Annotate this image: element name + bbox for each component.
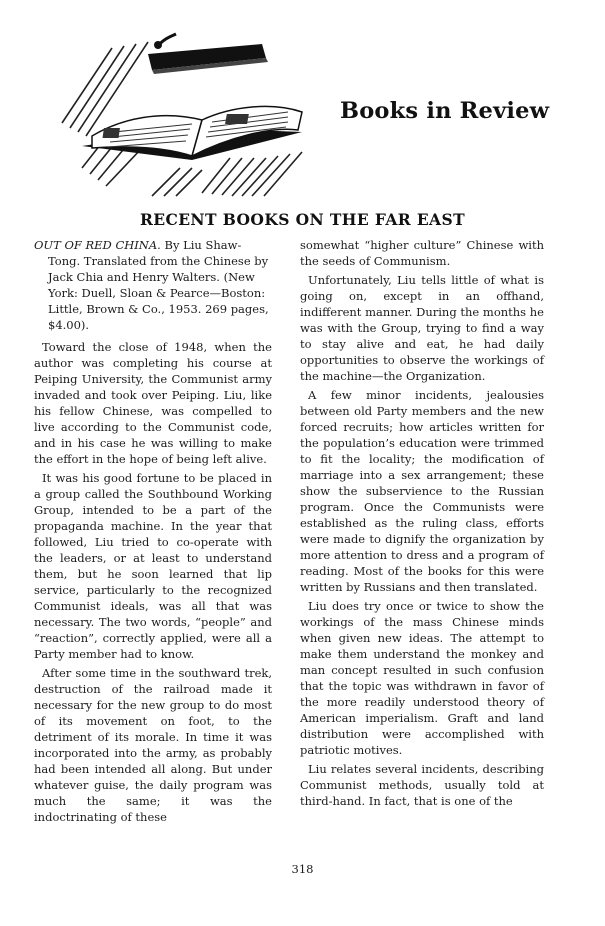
paragraph: Toward the close of 1948, when the author was completing his course at Peiping University, the Communist army invaded and took over Peiping. Liu, like his fellow Chinese, was compelled to live according to the Communist code, and in his case he was willing to make the effort in the hope of being left alive. bbox=[34, 340, 272, 466]
paragraph: somewhat “higher culture” Chinese with the seeds of Communism. bbox=[300, 238, 544, 268]
citation-line bbox=[34, 237, 272, 253]
column-left bbox=[34, 237, 272, 828]
paragraph: Unfortunately, Liu tells little of what is going on, except in an offhand, indifferent manner. During the months he was with the Group, trying to find a way to stay alive and eat, he had daily opportunities to observe the workings of the machine—the Organization. bbox=[300, 273, 544, 383]
citation-line: Jack Chia and Henry Walters. (New bbox=[48, 270, 255, 284]
open-book-lamp-icon bbox=[52, 28, 314, 198]
citation-line: Tong. Translated from the Chinese by bbox=[48, 254, 269, 268]
book-citation bbox=[34, 237, 272, 333]
paragraph: After some time in the southward trek, destruction of the railroad made it necessary for the new group to do most of its movement on foot, to the detriment of its morale. In time it was incorporated into the army, as probably had been intended all along. But under whatever guise, the daily program was much the same; it was the indoctrinating of these bbox=[34, 666, 272, 824]
paragraph: A few minor incidents, jealousies between old Party members and the new forced recruits; how articles written for the population’s education were trimmed to fit the locality; the modification of marriage into a sex arrangement; these show the subservience to the Russian program. Once the Communists were established as the ruling class, efforts were made to dignify the organization by more attention to dress and a program of reading. Most of the books for this were written by Russians and then translated. bbox=[300, 388, 544, 594]
paragraph: Liu relates several incidents, describing Communist methods, usually told at third-hand. In fact, that is one of the bbox=[300, 762, 544, 808]
citation-line: $4.00). bbox=[48, 318, 90, 332]
citation-author: By Liu Shaw- bbox=[160, 238, 242, 252]
section-title: Books in Review bbox=[340, 98, 550, 124]
page-number: 318 bbox=[291, 862, 314, 876]
citation-line: Little, Brown & Co., 1953. 269 pages, bbox=[48, 302, 269, 316]
column-right bbox=[300, 237, 544, 812]
citation-line: York: Duell, Sloan & Pearce—Boston: bbox=[48, 286, 266, 300]
paragraph: Liu does try once or twice to show the workings of the mass Chinese minds when given new ideas. The attempt to make them understand the monkey and man concept resulted in such confusion that the topic was withdrawn in favor of the more readily understood theory of American imperialism. Graft and land distribution were accomplished with patriotic motives. bbox=[300, 599, 544, 757]
book-title: OUT OF RED CHINA. bbox=[34, 238, 161, 252]
paragraph: It was his good fortune to be placed in a group called the Southbound Working Group, intended to be a part of the propaganda machine. In the year that followed, Liu tried to co-operate with the leaders, or at least to understand them, but he soon learned that lip service, particularly to the recognized Communist ideals, was all that was necessary. The two words, “people” and “reaction”, correctly applied, were all a Party member had to know. bbox=[34, 471, 272, 661]
article-heading: RECENT BOOKS ON THE FAR EAST bbox=[139, 210, 466, 229]
